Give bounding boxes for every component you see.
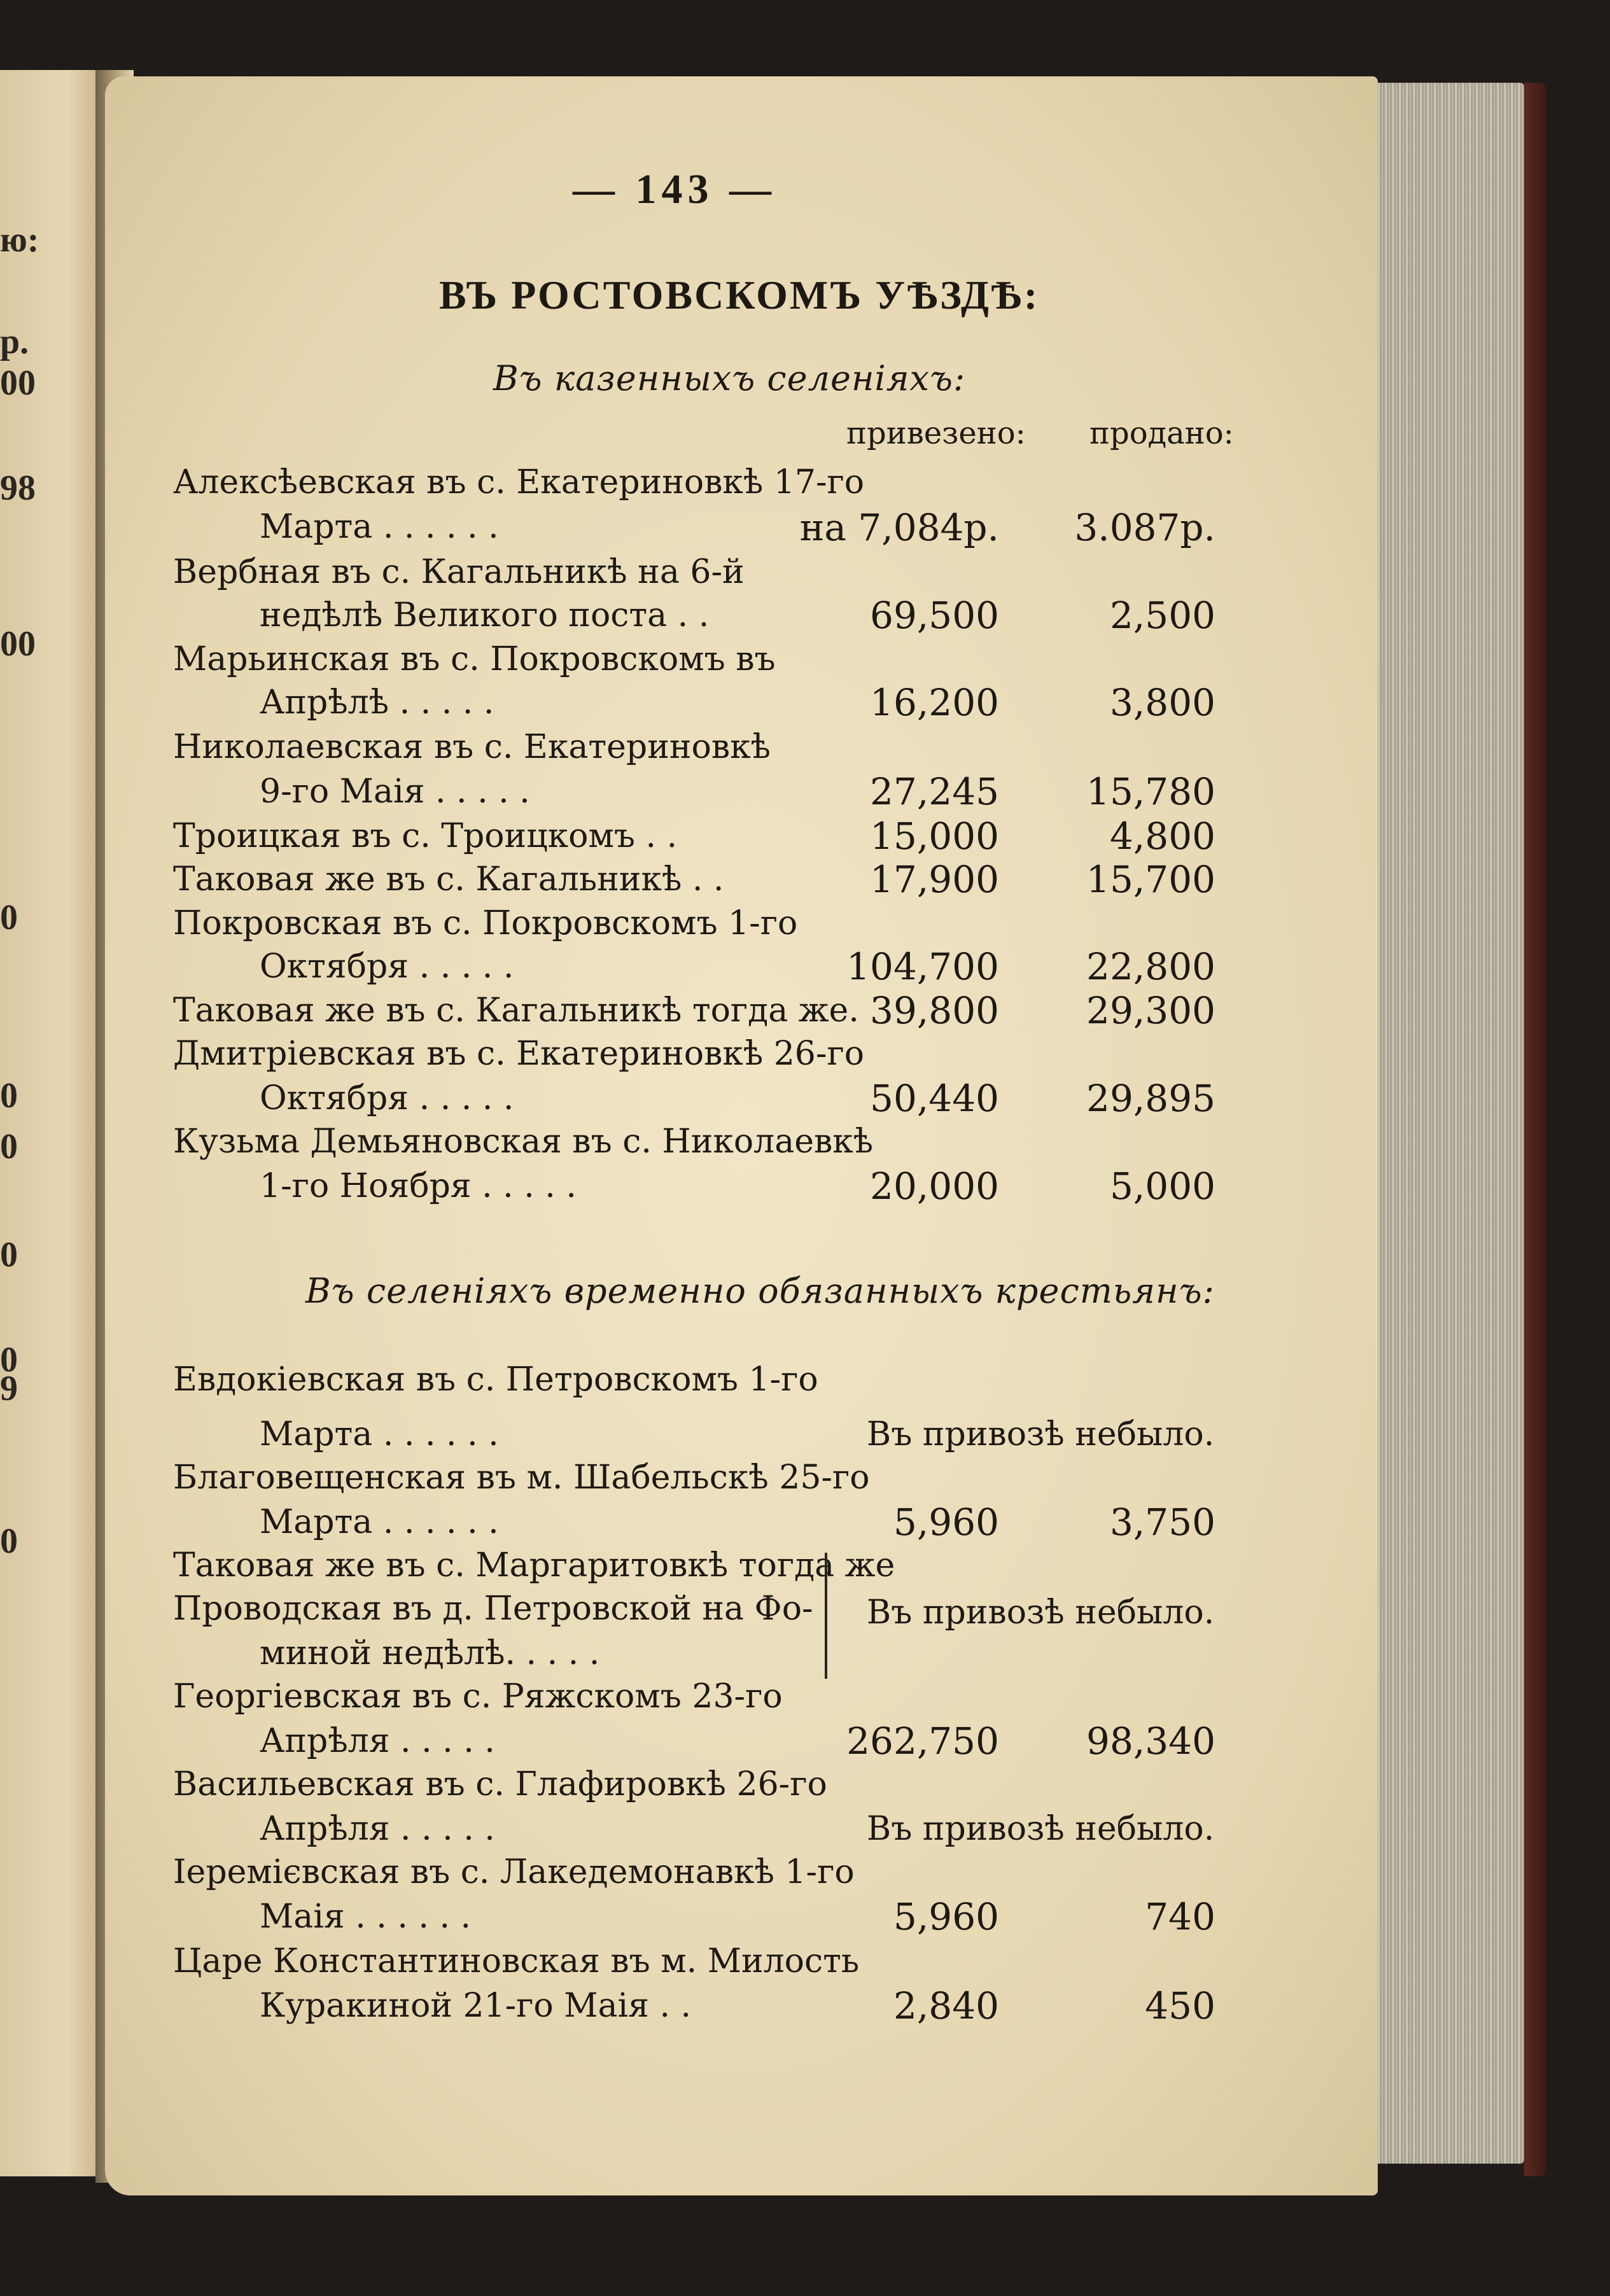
fair-name: Царе Константиновская въ м. Милость bbox=[173, 1942, 860, 1980]
fair-name: Марьинская въ с. Покровскомъ въ bbox=[173, 640, 776, 678]
section-heading: ВЪ РОСТОВСКОМЪ УѢЗДѢ: bbox=[439, 272, 1040, 318]
amount-brought: 15,000 bbox=[870, 815, 999, 858]
amount-brought: 5,960 bbox=[893, 1895, 999, 1938]
fair-date: миной недѣлѣ. . . . . bbox=[260, 1634, 600, 1672]
page-number: — 143 — bbox=[573, 166, 776, 213]
amount-sold: 2,500 bbox=[1109, 594, 1215, 637]
left-page-fragment: ю: bbox=[0, 220, 39, 260]
fair-name: Благовещенская въ м. Шабельскѣ 25-го bbox=[173, 1459, 870, 1497]
amount-sold: 29,895 bbox=[1086, 1077, 1215, 1120]
left-page-fragment: 00 bbox=[0, 624, 36, 664]
subheading-obligated-villages: Въ селеніяхъ временно обязанныхъ крестьянъ: bbox=[305, 1271, 1215, 1311]
fair-date: Маія . . . . . . bbox=[260, 1898, 472, 1936]
amount-brought: 69,500 bbox=[870, 594, 999, 637]
amount-sold: 450 bbox=[1145, 1984, 1215, 2027]
left-page-fragment: р. bbox=[0, 322, 29, 361]
left-page-fragment: 9 bbox=[0, 1369, 18, 1408]
left-page-fragment: 0 bbox=[0, 1340, 18, 1380]
amount-brought: 2,840 bbox=[893, 1984, 999, 2027]
fair-date: Куракиной 21-го Маія . . bbox=[260, 1987, 692, 2025]
left-page-fragment: 0 bbox=[0, 1235, 18, 1275]
fair-date: Апрѣля . . . . . bbox=[260, 1722, 495, 1760]
book-cover-edge bbox=[1524, 83, 1546, 2176]
amount-sold: 29,300 bbox=[1086, 989, 1215, 1032]
left-page-fragment: 00 bbox=[0, 363, 36, 403]
fair-name: Дмитріевская въ с. Екатериновкѣ 26-го bbox=[173, 1035, 865, 1073]
fair-date: недѣлѣ Великого поста . . bbox=[260, 596, 710, 634]
fair-name: Николаевская въ с. Екатериновкѣ bbox=[173, 728, 771, 766]
fair-name: Покровская въ с. Покровскомъ 1-го bbox=[173, 904, 798, 942]
amount-sold: 3.087р. bbox=[1074, 506, 1215, 549]
fair-name: Проводская въ д. Петровской на Фо- bbox=[173, 1590, 813, 1628]
fair-name: Таковая же въ с. Маргаритовкѣ тогда же bbox=[173, 1546, 895, 1585]
fair-name: Таковая же въ с. Кагальникѣ . . bbox=[173, 860, 724, 899]
left-page-edge-text bbox=[0, 70, 38, 2176]
fair-date: Марта . . . . . . bbox=[260, 1415, 499, 1453]
left-page bbox=[0, 70, 111, 2176]
amount-brought: 262,750 bbox=[846, 1719, 999, 1763]
amount-brought: 50,440 bbox=[870, 1077, 999, 1120]
fair-name: Вербная въ с. Кагальникѣ на 6-й bbox=[173, 553, 745, 591]
fair-date: Октября . . . . . bbox=[260, 1079, 514, 1117]
amount-brought: на 7,084р. bbox=[799, 506, 999, 549]
amount-brought: 17,900 bbox=[870, 858, 999, 901]
fair-date: Октября . . . . . bbox=[260, 948, 514, 986]
fair-name: Васильевская въ с. Глафировкѣ 26-го bbox=[173, 1765, 827, 1803]
column-header-sold: продано: bbox=[1089, 416, 1234, 451]
fair-date: Апрѣля . . . . . bbox=[260, 1810, 495, 1848]
amount-sold: 98,340 bbox=[1086, 1719, 1215, 1763]
left-page-fragment: 0 bbox=[0, 898, 18, 937]
fair-date: Марта . . . . . . bbox=[260, 508, 499, 546]
not-brought-note: Въ привозѣ небыло. bbox=[867, 1593, 1215, 1632]
amount-brought: 27,245 bbox=[870, 770, 999, 813]
fair-name: Іеремієвская въ с. Лакедемонавкѣ 1-го bbox=[173, 1853, 855, 1891]
amount-sold: 22,800 bbox=[1086, 945, 1215, 988]
left-page-fragment: 0 bbox=[0, 1522, 18, 1561]
fair-name: Алексѣевская въ с. Екатериновкѣ 17-го bbox=[173, 463, 865, 501]
left-page-fragment: 98 bbox=[0, 468, 36, 508]
fair-date: Апрѣлѣ . . . . . bbox=[260, 683, 494, 722]
fair-name: Кузьма Демьяновская въ с. Николаевкѣ bbox=[173, 1123, 874, 1161]
amount-sold: 740 bbox=[1145, 1895, 1215, 1938]
fair-name: Евдокіевская въ с. Петровскомъ 1-го bbox=[173, 1361, 818, 1399]
column-header-brought: привезено: bbox=[846, 416, 1026, 451]
subheading-state-villages: Въ казенныхъ селеніяхъ: bbox=[493, 358, 966, 398]
amount-brought: 20,000 bbox=[870, 1165, 999, 1208]
amount-sold: 15,780 bbox=[1086, 770, 1215, 813]
fair-name: Троицкая въ с. Троицкомъ . . bbox=[173, 817, 678, 855]
book-fore-edge bbox=[1375, 83, 1524, 2164]
amount-brought: 104,700 bbox=[846, 945, 999, 988]
not-brought-note: Въ привозѣ небыло. bbox=[867, 1810, 1215, 1848]
left-page-fragment: 0 bbox=[0, 1127, 18, 1166]
amount-brought: 5,960 bbox=[893, 1501, 999, 1544]
not-brought-note: Въ привозѣ небыло. bbox=[867, 1415, 1215, 1453]
fair-date: 9-го Маія . . . . . bbox=[260, 773, 530, 811]
amount-sold: 5,000 bbox=[1109, 1165, 1215, 1208]
left-page-fragment: 0 bbox=[0, 1076, 18, 1116]
amount-sold: 15,700 bbox=[1086, 858, 1215, 901]
fair-name: Георгіевская въ с. Ряжскомъ 23-го bbox=[173, 1677, 783, 1716]
fair-name: Таковая же въ с. Кагальникѣ тогда же. bbox=[173, 991, 859, 1030]
amount-brought: 16,200 bbox=[870, 681, 999, 724]
fair-date: Марта . . . . . . bbox=[260, 1503, 499, 1541]
amount-sold: 3,750 bbox=[1109, 1501, 1215, 1544]
group-brace bbox=[825, 1553, 832, 1679]
amount-brought: 39,800 bbox=[870, 989, 999, 1032]
amount-sold: 4,800 bbox=[1109, 815, 1215, 858]
fair-date: 1-го Ноября . . . . . bbox=[260, 1167, 577, 1205]
amount-sold: 3,800 bbox=[1109, 681, 1215, 724]
